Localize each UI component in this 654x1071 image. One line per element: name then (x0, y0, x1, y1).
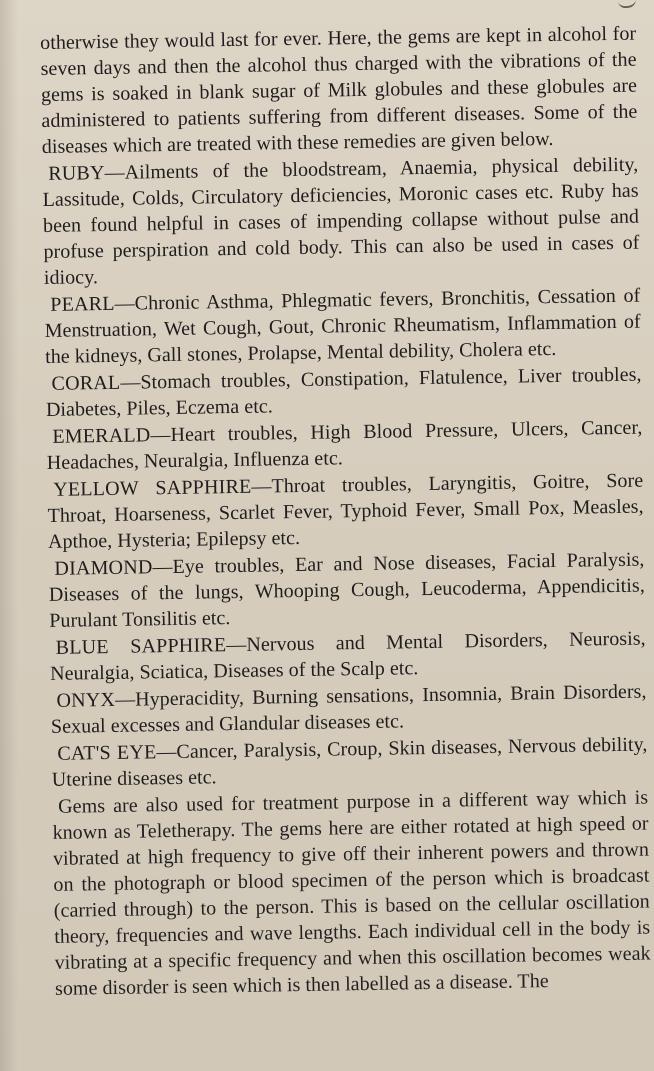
gem-name: DIAMOND (54, 556, 153, 580)
gem-entry-coral (45, 362, 642, 423)
gem-entry-onyx (50, 679, 647, 740)
gem-name: PEARL (50, 292, 115, 316)
intro-paragraph: otherwise they would last for ever. Here, the gems are kept in alcohol for seven days and then the alcohol thus charged with the vibrations of the gems is soaked in blank sugar of Milk globules and these globules are administered to patients suffering from different diseases. Some of the diseases which are treated with these remedies are given below. (40, 22, 638, 158)
gem-entry-cats-eye (51, 732, 648, 793)
page-text-block (40, 21, 651, 1002)
gem-description: Hyperacidity, Burning sensations, Insomnia, Brain Disorders, Sexual excesses and Glandular diseases etc. (50, 680, 647, 738)
gem-description: Nervous and Mental Disorders, Neurosis, Neuralgia, Sciatica, Diseases of the Scalp etc. (49, 627, 646, 685)
gem-separator: — (152, 555, 173, 579)
gem-entry-blue-sapphire (50, 626, 647, 687)
gem-entry-ruby (42, 152, 640, 291)
gem-separator: — (156, 740, 177, 764)
gem-entry-emerald (46, 415, 643, 476)
gem-separator: — (104, 161, 125, 185)
gem-description: Cancer, Paralysis, Croup, Skin diseases, Nervous debility, Uterine diseases etc. (51, 733, 648, 791)
gem-name: BLUE SAPPHIRE (55, 634, 227, 659)
gem-separator: — (114, 688, 136, 711)
gem-description: Throat troubles, Laryngitis, Goitre, Sore Throat, Hoarseness, Scarlet Fever, Typhoid Fever, Small Pox, Measles, Apthoe, Hysteria; Epilepsy etc. (47, 469, 644, 553)
gem-separator: — (114, 292, 135, 315)
gem-entry-diamond (48, 547, 645, 634)
gem-entry-yellow-sapphire (47, 468, 644, 555)
gem-name: RUBY (48, 162, 105, 185)
gem-separator: — (251, 475, 272, 498)
closing-paragraph: Gems are also used for treatment purpose in a different way which is known as Teletherapy. The gems here are either rotated at high speed or vibrated at high frequency to give off their inherent powers and thrown on the photograph or blood specimen of the person which is broadcast (carried through) to the person. This is based on the cellular oscillation theory, frequencies and wave lengths. Each individual cell in the body is vibrating at a specific frequency and when this oscillation becomes weak some disorder is seen which is then labelled as a disease. The (52, 786, 651, 1000)
gem-name: YELLOW SAPPHIRE (53, 475, 252, 501)
gem-separator: — (150, 424, 171, 447)
gem-separator: — (226, 633, 247, 657)
gem-description: Stomach troubles, Constipation, Flatulence, Liver troubles, Diabetes, Piles, Eczema etc. (45, 363, 642, 421)
gem-separator: — (120, 371, 141, 394)
page-corner-mark (617, 0, 636, 9)
gem-description: Chronic Asthma, Phlegmatic fevers, Bronchitis, Cessation of Menstruation, Wet Cough, Gout, Chronic Rheumatism, Inflammation of the kidneys, Gall stones, Prolapse, Mental debility, Cholera etc. (44, 284, 641, 368)
gem-description: Heart troubles, High Blood Pressure, Ulcers, Cancer, Headaches, Neuralgia, Influenza etc. (46, 416, 643, 474)
gem-name: CAT'S EYE (57, 741, 157, 765)
gem-name: CORAL (51, 371, 121, 395)
gem-name: ONYX (56, 688, 116, 712)
gem-description: Ailments of the bloodstream, Anaemia, physical debility, Lassitude, Colds, Circulatory deficiencies, Moronic cases etc. Ruby has been found helpful in cases of impending collapse without pulse and profuse perspiration and cold body. This can also be used in cases of idiocy. (42, 153, 640, 289)
gem-name: EMERALD (52, 424, 151, 448)
gem-description: Eye troubles, Ear and Nose diseases, Facial Paralysis, Diseases of the lungs, Whooping Cough, Leucoderma, Appendicitis, Purulant Tonsilitis etc. (48, 548, 645, 632)
gem-entry-pearl (44, 283, 641, 370)
